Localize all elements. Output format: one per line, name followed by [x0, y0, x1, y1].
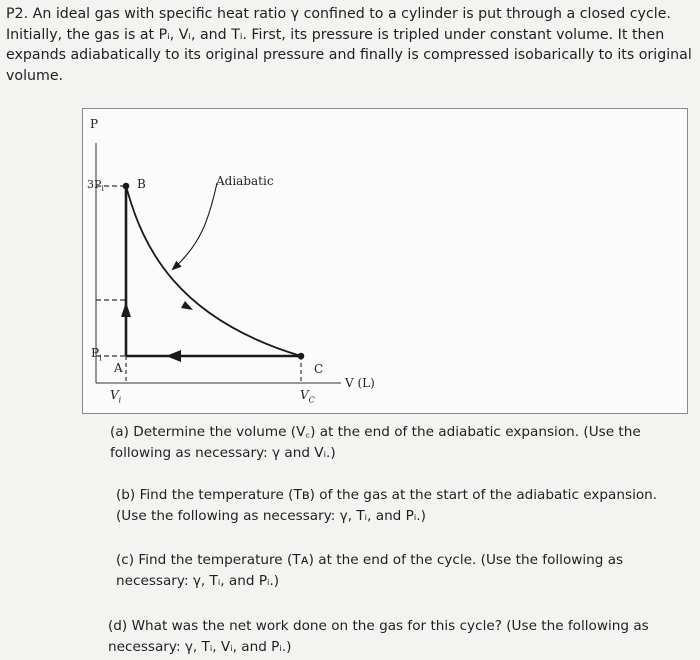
- question-a: (a) Determine the volume (V꜀) at the end of the adiabatic expansion. (Use the following as necessary: γ and Vᵢ.): [110, 424, 641, 461]
- question-b: (b) Find the temperature (Tʙ) of the gas at the start of the adiabatic expansion. (Use the following as necessary: γ, Tᵢ, and Pᵢ.): [116, 487, 658, 524]
- p-axis-label: P: [90, 117, 99, 131]
- point-b-dot: [123, 183, 130, 190]
- tick-vi: $V_i$: [110, 388, 122, 405]
- problem-intro: An ideal gas with specific heat ratio γ confined to a cylinder is put through a closed cycle. Initially, the gas is at Pᵢ, Vᵢ, and Tᵢ. First, its pressure is tripled under constant volume. It then expands adiabatically to its original pressure and finally is compressed isobarically to its original volume.: [6, 6, 692, 84]
- tick-3pi: $3P_i$: [87, 178, 104, 194]
- point-c-label: C: [314, 362, 324, 376]
- problem-statement: [6, 4, 694, 86]
- v-axis-label: V (L): [345, 376, 375, 390]
- question-c: (c) Find the temperature (Tᴀ) at the end of the cycle. (Use the following as necessary: γ, Tᵢ, and Pᵢ.): [116, 552, 624, 589]
- tick-vc: $V_C$: [300, 388, 315, 405]
- point-a-label: A: [114, 361, 123, 375]
- adiabatic-label: Adiabatic: [216, 174, 274, 188]
- pv-diagram: [82, 108, 688, 414]
- question-d: (d) What was the net work done on the gas for this cycle? (Use the following as necessary: γ, Tᵢ, Vᵢ, and Pᵢ.): [108, 618, 649, 655]
- arrow-ca: [166, 350, 181, 362]
- tick-pi: $P_i$: [91, 346, 102, 363]
- process-bc: [126, 186, 301, 356]
- adiabatic-pointer: [173, 183, 217, 269]
- point-b-label: B: [137, 177, 146, 191]
- arrow-bc: [181, 301, 193, 310]
- arrow-ab: [121, 302, 131, 317]
- point-c-dot: [298, 353, 305, 360]
- pv-diagram-graphic: [83, 109, 687, 413]
- problem-number: P2.: [6, 6, 29, 22]
